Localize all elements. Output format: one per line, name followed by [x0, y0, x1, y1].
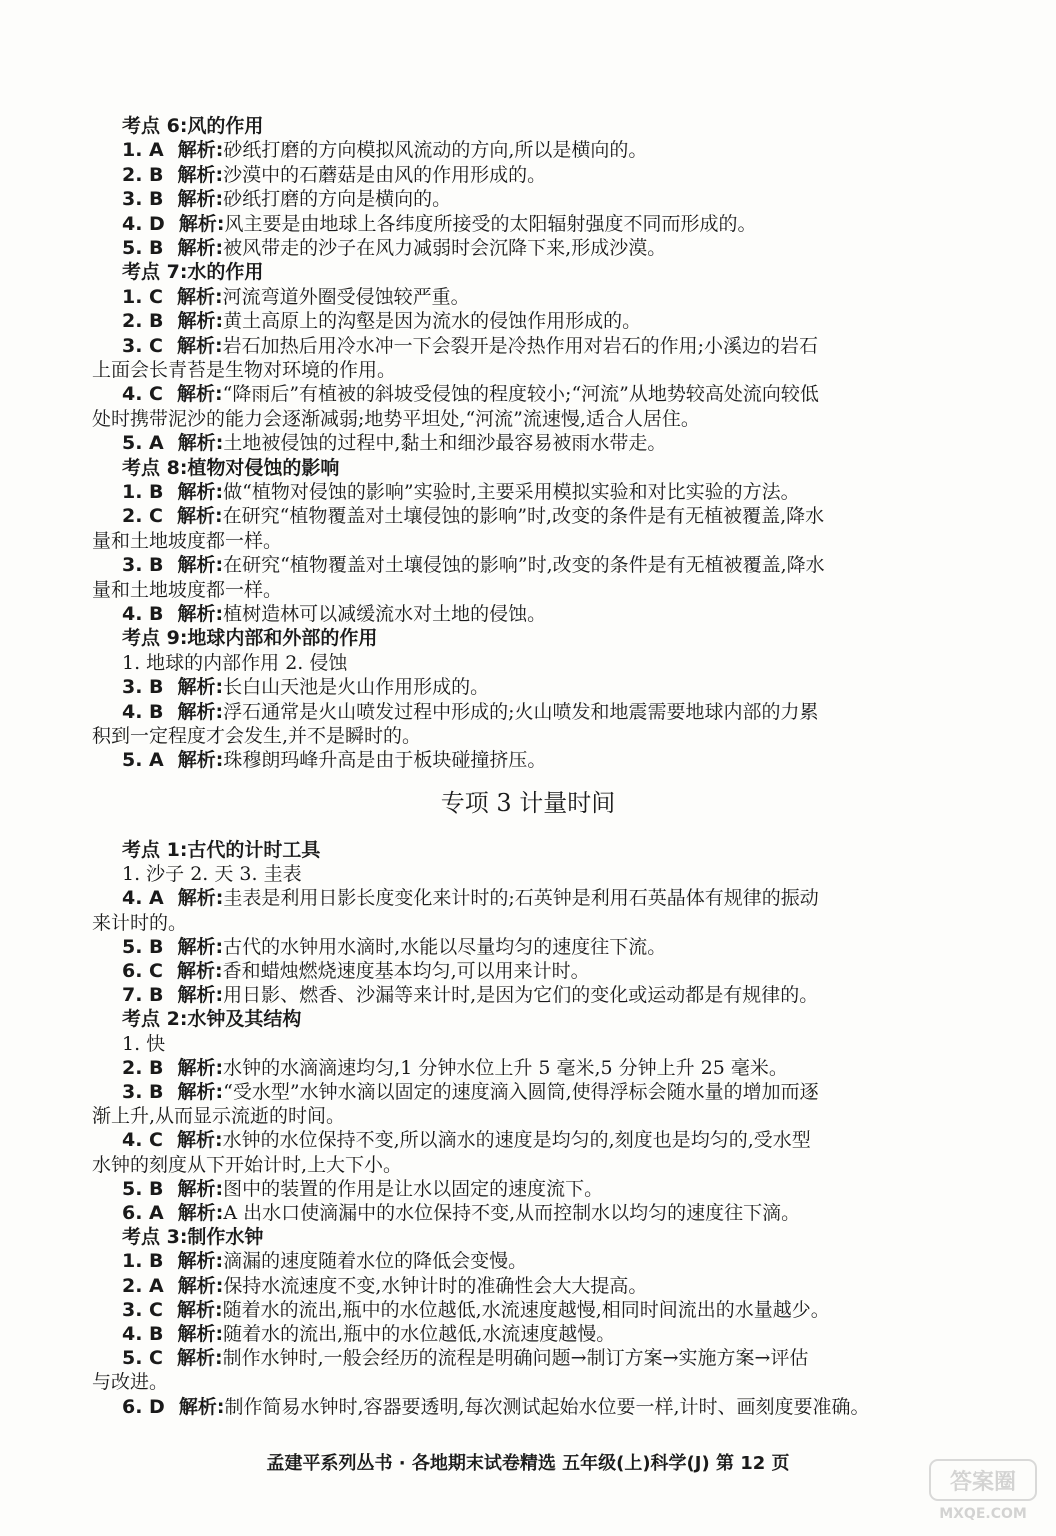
analysis-text: 制作简易水钟时,容器要透明,每次测试起始水位要一样,计时、画刻度要准确。 — [224, 1395, 870, 1418]
answer-number: 1. B — [122, 481, 164, 503]
analysis-label: 解析: — [177, 1081, 224, 1103]
answer-number: 3. B — [122, 554, 164, 577]
answer-item — [122, 334, 818, 358]
analysis-text: “降雨后”有植被的斜坡受侵蚀的程度较小;“河流”从地势较高处流向较低 — [222, 383, 819, 406]
answer-item — [122, 1201, 800, 1225]
answer-item — [122, 187, 451, 211]
answer-item — [122, 1128, 811, 1152]
answer-number: 1. C — [122, 285, 163, 308]
answer-number: 5. B — [122, 1177, 164, 1200]
analysis-label: 解析: — [178, 1395, 225, 1418]
page-footer: 孟建平系列丛书 · 各地期末试卷精选 五年级(上)科学(J) 第 12 页 — [266, 1453, 790, 1474]
analysis-label: 解析: — [177, 1250, 224, 1273]
answer-number: 1. B — [122, 1250, 164, 1273]
analysis-label: 解析: — [177, 432, 224, 455]
topic-heading: 考点 3:制作水钟 — [122, 1226, 264, 1249]
analysis-text: 香和蜡烛燃烧速度基本均匀,可以用来计时。 — [222, 960, 590, 982]
answer-number: 4. C — [122, 1129, 163, 1152]
answer-item — [122, 163, 546, 187]
answer-item — [122, 1298, 830, 1322]
answer-number: 4. A — [122, 887, 164, 910]
analysis-label: 解析: — [177, 1274, 224, 1297]
analysis-text: 浮石通常是火山喷发过程中形成的;火山喷发和地震需要地球内部的力累 — [223, 700, 819, 723]
answer-number: 5. B — [122, 935, 164, 958]
answer-number: 5. A — [122, 432, 164, 455]
analysis-text: 做“植物对侵蚀的影响”实验时,主要采用模拟实验和对比实验的方法。 — [223, 481, 800, 503]
analysis-label: 解析: — [177, 960, 223, 982]
answer-item — [122, 212, 756, 236]
analysis-text: 在研究“植物覆盖对土壤侵蚀的影响”时,改变的条件是有无植被覆盖,降水 — [223, 554, 825, 577]
analysis-label: 解析: — [177, 603, 224, 625]
analysis-label: 解析: — [177, 887, 224, 910]
answer-number: 4. C — [122, 383, 163, 406]
analysis-text: 砂纸打磨的方向模拟风流动的方向,所以是横向的。 — [223, 139, 648, 162]
analysis-text: 水钟的水滴滴速均匀,1 分钟水位上升 5 毫米,5 分钟上升 25 毫米。 — [223, 1056, 788, 1079]
analysis-text: 被风带走的沙子在风力减弱时会沉降下来,形成沙漠。 — [223, 237, 667, 259]
answer-continuation: 水钟的刻度从下开始计时,上大下小。 — [92, 1153, 403, 1176]
answer-item — [122, 886, 819, 910]
answer-number: 7. B — [122, 984, 164, 1007]
answer-continuation: 量和土地坡度都一样。 — [92, 578, 283, 601]
answer-continuation: 来计时的。 — [92, 911, 188, 934]
analysis-text: 植树造林可以减缓流水对土地的侵蚀。 — [223, 603, 547, 625]
analysis-label: 解析: — [177, 1129, 223, 1152]
answer-item — [122, 1056, 788, 1080]
analysis-label: 解析: — [177, 1298, 223, 1321]
answer-item — [122, 700, 819, 724]
analysis-label: 解析: — [177, 676, 224, 699]
answer-item — [122, 602, 546, 626]
answer-number: 1. A — [122, 139, 164, 162]
answer-number: 3. B — [122, 676, 164, 699]
answer-continuation: 积到一定程度才会发生,并不是瞬时的。 — [92, 725, 422, 747]
analysis-label: 解析: — [177, 554, 224, 577]
answer-item — [122, 553, 825, 577]
analysis-label: 解析: — [177, 139, 224, 162]
section-title: 专项 3 计量时间 — [440, 789, 616, 817]
analysis-label: 解析: — [177, 1202, 224, 1224]
analysis-label: 解析: — [177, 505, 223, 528]
answer-number: 4. B — [122, 700, 164, 723]
answer-fill-in: 1. 地球的内部作用 2. 侵蚀 — [122, 651, 348, 674]
analysis-label: 解析: — [177, 700, 224, 723]
answer-fill-in: 1. 快 — [122, 1032, 166, 1055]
answer-continuation: 上面会长青苔是生物对环境的作用。 — [92, 359, 397, 381]
answer-number: 2. B — [122, 310, 164, 333]
answer-item — [122, 431, 666, 455]
analysis-label: 解析: — [177, 310, 224, 333]
answer-number: 5. B — [122, 237, 164, 259]
answer-item — [122, 983, 818, 1007]
analysis-text: 古代的水钟用水滴时,水能以尽量均匀的速度往下流。 — [223, 935, 667, 958]
answer-number: 3. C — [122, 1298, 163, 1321]
analysis-text: “受水型”水钟水滴以固定的速度滴入圆筒,使得浮标会随水量的增加而逐 — [223, 1081, 819, 1103]
topic-heading: 考点 2:水钟及其结构 — [122, 1008, 302, 1031]
answer-number: 4. B — [122, 1323, 164, 1345]
answer-item — [122, 1177, 603, 1201]
analysis-text: 滴漏的速度随着水位的降低会变慢。 — [223, 1250, 528, 1273]
analysis-label: 解析: — [177, 163, 224, 186]
analysis-label: 解析: — [177, 334, 223, 357]
analysis-text: 圭表是利用日影长度变化来计时的;石英钟是利用石英晶体有规律的振动 — [223, 887, 819, 910]
answer-number: 6. D — [122, 1395, 165, 1418]
answer-continuation: 量和土地坡度都一样。 — [92, 529, 283, 552]
analysis-text: 水钟的水位保持不变,所以滴水的速度是均匀的,刻度也是均匀的,受水型 — [222, 1129, 811, 1152]
answer-item — [122, 1346, 808, 1370]
analysis-text: A 出水口使滴漏中的水位保持不变,从而控制水以均匀的速度往下滴。 — [223, 1202, 801, 1224]
answer-item — [122, 1395, 870, 1419]
analysis-text: 保持水流速度不变,水钟计时的准确性会大大提高。 — [223, 1274, 648, 1297]
answer-number: 3. C — [122, 334, 163, 357]
answer-item — [122, 309, 641, 333]
analysis-label: 解析: — [177, 984, 224, 1007]
topic-heading: 考点 6:风的作用 — [122, 115, 264, 137]
answer-number: 2. B — [122, 163, 164, 186]
analysis-text: 长白山天池是火山作用形成的。 — [223, 676, 490, 699]
answer-number: 6. A — [122, 1202, 164, 1224]
answer-item — [122, 1249, 527, 1273]
analysis-label: 解析: — [177, 383, 223, 406]
answer-item — [122, 1080, 819, 1104]
analysis-text: 制作水钟时,一般会经历的流程是明确问题→制订方案→实施方案→评估 — [222, 1347, 809, 1370]
answer-item — [122, 959, 590, 983]
analysis-label: 解析: — [177, 749, 224, 772]
answer-continuation: 处时携带泥沙的能力会逐渐减弱;地势平坦处,“河流”流速慢,适合人居住。 — [92, 407, 700, 430]
answer-item — [122, 748, 546, 772]
watermark-logo — [928, 1458, 1038, 1522]
answer-number: 6. C — [122, 960, 163, 982]
answer-number: 3. B — [122, 188, 164, 211]
answer-number: 2. C — [122, 505, 163, 528]
answer-item — [122, 1322, 615, 1346]
analysis-text: 砂纸打磨的方向是横向的。 — [223, 188, 452, 211]
answer-number: 5. A — [122, 749, 164, 772]
answer-item — [122, 1274, 647, 1298]
analysis-label: 解析: — [177, 935, 224, 958]
watermark-text: 答案圈 — [949, 1470, 1017, 1495]
topic-heading: 考点 8:植物对侵蚀的影响 — [122, 456, 340, 479]
answer-item — [122, 675, 489, 699]
answer-item — [122, 504, 824, 528]
analysis-text: 土地被侵蚀的过程中,黏土和细沙最容易被雨水带走。 — [223, 432, 667, 455]
analysis-text: 黄土高原上的沟壑是因为流水的侵蚀作用形成的。 — [223, 310, 642, 333]
analysis-label: 解析: — [177, 237, 224, 259]
analysis-label: 解析: — [177, 285, 223, 308]
analysis-label: 解析: — [177, 188, 224, 211]
analysis-label: 解析: — [178, 212, 225, 235]
answer-item — [122, 480, 800, 504]
analysis-text: 用日影、燃香、沙漏等来计时,是因为它们的变化或运动都是有规律的。 — [223, 984, 819, 1007]
answer-continuation: 渐上升,从而显示流逝的时间。 — [92, 1105, 346, 1128]
analysis-text: 河流弯道外圈受侵蚀较严重。 — [222, 285, 470, 308]
watermark-url: MXQE.COM — [939, 1506, 1027, 1522]
answer-item — [122, 285, 470, 309]
answer-number: 5. C — [122, 1347, 163, 1370]
analysis-text: 在研究“植物覆盖对土壤侵蚀的影响”时,改变的条件是有无植被覆盖,降水 — [222, 505, 825, 528]
analysis-label: 解析: — [177, 1177, 224, 1200]
answer-item — [122, 382, 819, 406]
analysis-text: 岩石加热后用冷水冲一下会裂开是冷热作用对岩石的作用;小溪边的岩石 — [222, 334, 819, 357]
analysis-label: 解析: — [177, 1323, 224, 1345]
analysis-text: 随着水的流出,瓶中的水位越低,水流速度越慢。 — [223, 1323, 616, 1345]
answer-continuation: 与改进。 — [92, 1371, 169, 1394]
answer-item — [122, 138, 647, 162]
answer-number: 4. B — [122, 603, 164, 625]
analysis-label: 解析: — [177, 1347, 223, 1370]
analysis-text: 珠穆朗玛峰升高是由于板块碰撞挤压。 — [223, 749, 547, 772]
answer-number: 4. D — [122, 212, 165, 235]
analysis-text: 沙漠中的石蘑菇是由风的作用形成的。 — [223, 163, 547, 186]
analysis-label: 解析: — [177, 481, 224, 503]
answer-item — [122, 935, 666, 959]
topic-heading: 考点 7:水的作用 — [122, 261, 264, 284]
answer-fill-in: 1. 沙子 2. 天 3. 圭表 — [122, 863, 302, 886]
topic-heading: 考点 9:地球内部和外部的作用 — [122, 627, 378, 650]
analysis-text: 随着水的流出,瓶中的水位越低,水流速度越慢,相同时间流出的水量越少。 — [222, 1298, 830, 1321]
analysis-label: 解析: — [177, 1056, 224, 1079]
analysis-text: 风主要是由地球上各纬度所接受的太阳辐射强度不同而形成的。 — [224, 212, 757, 235]
topic-heading: 考点 1:古代的计时工具 — [122, 839, 321, 861]
analysis-text: 图中的装置的作用是让水以固定的速度流下。 — [223, 1177, 604, 1200]
answer-number: 2. B — [122, 1056, 164, 1079]
answer-number: 2. A — [122, 1274, 164, 1297]
answer-item — [122, 236, 666, 260]
answer-number: 3. B — [122, 1081, 164, 1103]
